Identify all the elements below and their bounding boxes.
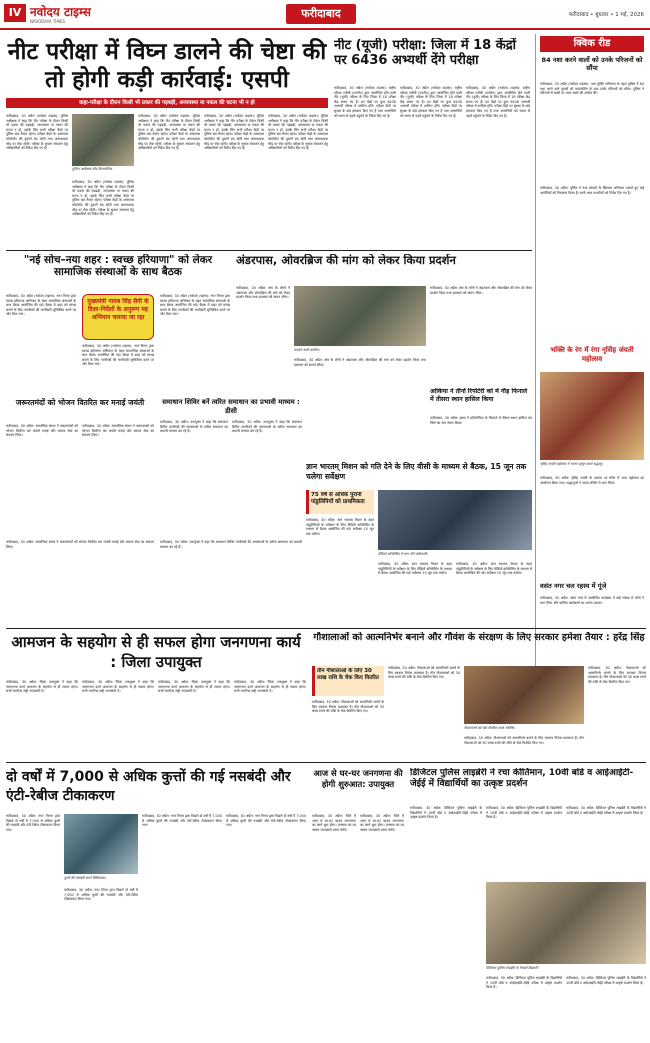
dogs-headline: दो वर्षों में 7,000 से अधिक कुत्तों की गई नसबंदी और एंटी-रेबीज टीकाकरण xyxy=(6,769,291,804)
neet-body-col1: फरीदाबाद, 30 अप्रैल (नवोदय टाइम्स): राष्ट्रीय परीक्षा एजेंसी (एनटीए) द्वारा आयोजित होने वाली नीट (यूजी) परीक्षा के लिए जिला में 18 परीक्षा केंद्र बनाए गए हैं। इन केंद्रों पर कुल 6436 अभ्यर्थी परीक्षा में शामिल होंगे। परीक्षा केंद्रों पर सुरक्षा के कड़े इंतजाम किए गए हैं तथा अभ्यर्थियों को समय से पहले पहुंचने के निर्देश दिए गए हैं। xyxy=(334,86,396,118)
swachh-body-col1: फरीदाबाद, 30 अप्रैल (नवोदय टाइम्स): नगर निगम द्वारा स्वच्छ हरियाणा अभियान के तहत सामाजिक संस्थाओं के साथ बैठक आयोजित की गई। बैठक में शहर को स्वच्छ बनाने के लिए नागरिकों की भागीदारी सुनिश्चित करने पर जोर दिया गया। xyxy=(6,294,76,317)
gyan-photo-caption: वीडियो कॉन्फ्रेंसिंग में भाग लेते अधिकारी। xyxy=(378,552,428,556)
gaushala-highlight-text: तीन गौशालाओं के लिए 30 लाख राशि के चेक किए वितरित xyxy=(317,668,379,681)
divider xyxy=(6,250,532,251)
gyan-body-col2: फरीदाबाद, 30 अप्रैल: ज्ञान भारतम् मिशन के तहत पांडुलिपियों के सर्वेक्षण के लिए वीडियो कॉन्फ्रेंसिंग के माध्यम से बैठक आयोजित की गई। सर्वेक्षण 15 जून तक चलेगा। xyxy=(378,562,452,576)
library-body-col3: फरीदाबाद, 30 अप्रैल: डिजिटल पुलिस लाइब्रेरी के विद्यार्थियों ने 10वीं बोर्ड व आईआईटी-जेईई परीक्षा में उत्कृष्ट प्रदर्शन किया है। xyxy=(566,806,646,815)
library-body-col1: फरीदाबाद, 30 अप्रैल: डिजिटल पुलिस लाइब्रेरी के विद्यार्थियों ने 10वीं बोर्ड व आईआईटी-जेईई परीक्षा में उत्कृष्ट प्रदर्शन किया है। xyxy=(410,806,482,820)
lead-body-col2: फरीदाबाद, 30 अप्रैल (नवोदय टाइम्स): पुलिस अधीक्षक ने कहा कि नीट परीक्षा के दौरान किसी भी प्रकार की गड़बड़ी, अव्यवस्था या नकल की घटना न हो, इसके लिए सभी परीक्षा केंद्रों पर पुलिस बल तैनात रहेगा। परीक्षा केंद्रों के आसपास फोटोस्टेट की दुकानें बंद रहेंगी तथा अनावश्यक भीड़ पर रोक रहेगी। परीक्षा के सुचारु संचालन हेतु अधिकारियों को निर्देश दिए गए हैं। xyxy=(72,180,134,217)
dogs-photo xyxy=(64,814,138,874)
page-number-badge: IV xyxy=(4,4,26,22)
dogs-photo-caption: कुत्तों की नसबंदी करते चिकित्सक। xyxy=(64,876,106,880)
divider xyxy=(6,628,646,629)
dogs-body-col1: फरीदाबाद, 30 अप्रैल: नगर निगम द्वारा पिछले दो वर्षों में 7,000 से अधिक कुत्तों की नसबंदी और एंटी-रेबीज टीकाकरण किया गया। xyxy=(6,814,60,832)
festival-photo-caption: नृसिंह जयंती महोत्सव में भजन प्रस्तुत करते श्रद्धालु। xyxy=(540,462,603,466)
paper-name: नवोदय टाइम्स xyxy=(30,5,92,19)
quick-read-headline-2: भक्ति के रंग में रंगा नृसिंह जंयती महोत्सव xyxy=(550,346,634,363)
quick-read-headline-3: वसंत नगर चल रहस्य में गूंजे xyxy=(540,582,607,590)
library-photo-caption: डिजिटल पुलिस लाइब्रेरी के मेधावी विद्यार्थी। xyxy=(486,966,539,970)
swachh-quote: मुख्यमंत्री नायब सिंह सैनी के दिशा-निर्देशों के अनुरूप यह अभियान चलाया जा रहा xyxy=(87,298,149,321)
gaushala-headline: गौशालाओं को आत्मनिर्भर बनाने और गौवंश के संरक्षण के लिए सरकार हमेशा तैयार : हरेंद्र सिंह xyxy=(313,632,645,643)
gaushala-photo xyxy=(464,666,584,724)
gaushala-body-col3: फरीदाबाद, 30 अप्रैल: गौशालाओं को आत्मनिर्भर बनाने के लिए सरकार निरंतर प्रयासरत है। तीन गौशालाओं को 30 लाख रुपये की राशि के चेक वितरित किए गए। xyxy=(588,666,646,684)
lead-body-col5: फरीदाबाद, 30 अप्रैल (नवोदय टाइम्स): पुलिस अधीक्षक ने कहा कि नीट परीक्षा के दौरान किसी भी प्रकार की गड़बड़ी, अव्यवस्था या नकल की घटना न हो, इसके लिए सभी परीक्षा केंद्रों पर पुलिस बल तैनात रहेगा। परीक्षा केंद्रों के आसपास फोटोस्टेट की दुकानें बंद रहेंगी तथा अनावश्यक भीड़ पर रोक रहेगी। परीक्षा के सुचारु संचालन हेतु अधिकारियों को निर्देश दिए गए हैं। xyxy=(268,114,328,151)
contest-headline: आंकिया ने तीनों रिपोर्टरी को में गौड़ फिनाले में तीसरा स्थान हासिल किया xyxy=(430,388,528,403)
masthead xyxy=(0,0,650,30)
paper-subtitle: NAVODAYA TIMES xyxy=(30,19,66,24)
swachh-body-col2: फरीदाबाद, 30 अप्रैल (नवोदय टाइम्स): नगर निगम द्वारा स्वच्छ हरियाणा अभियान के तहत सामाजिक संस्थाओं के साथ बैठक आयोजित की गई। बैठक में शहर को स्वच्छ बनाने के लिए नागरिकों की भागीदारी सुनिश्चित करने पर जोर दिया गया। xyxy=(82,344,154,367)
underpass-body-col2: फरीदाबाद, 30 अप्रैल: क्षेत्र के लोगों ने अंडरपास और ओवरब्रिज की मांग को लेकर प्रदर्शन किया तथा प्रशासन को ज्ञापन सौंपा। xyxy=(294,358,426,367)
lead-body-col1: फरीदाबाद, 30 अप्रैल (नवोदय टाइम्स): पुलिस अधीक्षक ने कहा कि नीट परीक्षा के दौरान किसी भी प्रकार की गड़बड़ी, अव्यवस्था या नकल की घटना न हो, इसके लिए सभी परीक्षा केंद्रों पर पुलिस बल तैनात रहेगा। परीक्षा केंद्रों के आसपास फोटोस्टेट की दुकानें बंद रहेंगी तथा अनावश्यक भीड़ पर रोक रहेगी। परीक्षा के सुचारु संचालन हेतु अधिकारियों को निर्देश दिए गए हैं। xyxy=(6,114,68,151)
dogs-body-col4: फरीदाबाद, 30 अप्रैल: नगर निगम द्वारा पिछले दो वर्षों में 7,000 से अधिक कुत्तों की नसबंदी और एंटी-रेबीज टीकाकरण किया गया। xyxy=(226,814,306,828)
quick-read-title: क्विक रीड xyxy=(540,36,644,52)
lead-headline: नीट परीक्षा में विघ्न डालने की चेष्टा की तो होगी कड़ी कार्रवाई: एसपी xyxy=(7,39,327,93)
gaushala-photo-caption: गौशालाओं को चेक वितरित करते अतिथि। xyxy=(464,726,515,730)
quick-read-body-2: फरीदाबाद, 30 अप्रैल: पुलिस ने नशा तस्करों के खिलाफ अभियान चलाते हुए कई आरोपियों को गिरफ्तार किया है। सभी थाना प्रभारियों को निर्देश दिए गए हैं। xyxy=(540,186,644,195)
jayanti-body-col2: फरीदाबाद, 30 अप्रैल: सामाजिक संस्था ने जरूरतमंदों को भोजन वितरित कर जयंती मनाई और समाज सेवा का संकल्प लिया। xyxy=(82,424,154,438)
census-start-body-col1: फरीदाबाद, 30 अप्रैल: जिले में आज से घर-घर जाकर जनगणना का कार्य शुरू होगा। प्रगणक घर-घर जाकर जानकारी एकत्र करेंगे। xyxy=(312,814,356,832)
gyan-photo xyxy=(378,490,532,550)
gyan-highlight-text: 75 वर्ष से अधिक पुरानी पांडुलिपियों को प्राथमिकता xyxy=(311,492,365,505)
samadhan-body-col3: फरीदाबाद, 30 अप्रैल: उपायुक्त ने कहा कि समाधान शिविर नागरिकों की समस्याओं के त्वरित समाधान का प्रभावी माध्यम बन रहे हैं। xyxy=(160,540,302,549)
quick-read-sidebar xyxy=(535,34,647,684)
quick-read-body-1: फरीदाबाद, 30 अप्रैल (नवोदय टाइम्स): नशा मुक्ति अभियान के तहत पुलिस ने 84 नशा करने वाले युवकों को काउंसलिंग के बाद उनके परिजनों को सौंपा। पुलिस ने परिजनों से बच्चों पर नजर रखने की अपील की। xyxy=(540,82,644,96)
underpass-body-col1: फरीदाबाद, 30 अप्रैल: क्षेत्र के लोगों ने अंडरपास और ओवरब्रिज की मांग को लेकर प्रदर्शन किया तथा प्रशासन को ज्ञापन सौंपा। xyxy=(236,286,290,300)
dogs-body-col2: फरीदाबाद, 30 अप्रैल: नगर निगम द्वारा पिछले दो वर्षों में 7,000 से अधिक कुत्तों की नसबंदी और एंटी-रेबीज टीकाकरण किया गया। xyxy=(64,888,138,902)
underpass-photo xyxy=(294,286,426,346)
quick-read-headline-1: 84 नशा करने वालों को उनके परिजनों को सौंपा xyxy=(541,56,643,72)
census-body-col4: फरीदाबाद, 30 अप्रैल: जिला उपायुक्त ने कहा कि जनगणना कार्य आमजन के सहयोग से ही सफल होगा। सभी नागरिक सही जानकारी दें। xyxy=(234,680,306,694)
contest-body: फरीदाबाद, 30 अप्रैल: छात्रा ने प्रतियोगिता के फिनाले में तीसरा स्थान हासिल कर जिले का नाम रोशन किया। xyxy=(430,416,532,425)
census-body-col1: फरीदाबाद, 30 अप्रैल: जिला उपायुक्त ने कहा कि जनगणना कार्य आमजन के सहयोग से ही सफल होगा। सभी नागरिक सही जानकारी दें। xyxy=(6,680,78,694)
jayanti-headline: जरूरतमंदों को भोजन वितरित कर मनाई जयंती xyxy=(15,398,145,407)
lead-photo xyxy=(72,114,134,166)
library-body-col4: फरीदाबाद, 30 अप्रैल: डिजिटल पुलिस लाइब्रेरी के विद्यार्थियों ने 10वीं बोर्ड व आईआईटी-जेईई परीक्षा में उत्कृष्ट प्रदर्शन किया है। xyxy=(486,976,562,990)
underpass-headline: अंडरपास, ओवरब्रिज की मांग को लेकर किया प्रदर्शन xyxy=(236,254,456,267)
lead-subhead: कहा-परीक्षा के दौरान किसी भी प्रकार की गड़बड़ी, अव्यवस्था या नकल की घटना भी न हो xyxy=(6,98,328,108)
jayanti-body-col3: फरीदाबाद, 30 अप्रैल: सामाजिक संस्था ने जरूरतमंदों को भोजन वितरित कर जयंती मनाई और समाज सेवा का संकल्प लिया। xyxy=(6,540,154,549)
samadhan-body-col1: फरीदाबाद, 30 अप्रैल: उपायुक्त ने कहा कि समाधान शिविर नागरिकों की समस्याओं के त्वरित समाधान का प्रभावी माध्यम बन रहे हैं। xyxy=(160,420,228,434)
census-headline: आमजन के सहयोग से ही सफल होगा जनगणना कार्य : जिला उपायुक्त xyxy=(11,633,301,671)
library-headline: डिजिटल पुलिस लाइब्रेरी ने रचा कीर्तिमान, 10वीं बोर्ड व आईआईटी-जेईई में विद्यार्थियों का उत्कृष्ट प्रदर्शन xyxy=(410,768,634,789)
gaushala-body-col2: फरीदाबाद, 30 अप्रैल: गौशालाओं को आत्मनिर्भर बनाने के लिए सरकार निरंतर प्रयासरत है। तीन गौशालाओं को 30 लाख रुपये की राशि के चेक वितरित किए गए। xyxy=(388,666,460,680)
library-body-col2: फरीदाबाद, 30 अप्रैल: डिजिटल पुलिस लाइब्रेरी के विद्यार्थियों ने 10वीं बोर्ड व आईआईटी-जेईई परीक्षा में उत्कृष्ट प्रदर्शन किया है। xyxy=(486,806,562,820)
gyan-headline: ज्ञान भारतम् मिशन को गति देने के लिए वीसी के माध्यम से बैठक, 15 जून तक चलेगा सर्वेक्षण xyxy=(306,462,527,481)
census-body-col3: फरीदाबाद, 30 अप्रैल: जिला उपायुक्त ने कहा कि जनगणना कार्य आमजन के सहयोग से ही सफल होगा। सभी नागरिक सही जानकारी दें। xyxy=(158,680,230,694)
census-start-headline: आज से घर-घर जनगणना की होगी शुरुआत: उपायुक्त xyxy=(313,768,403,789)
census-start-body-col2: फरीदाबाद, 30 अप्रैल: जिले में आज से घर-घर जाकर जनगणना का कार्य शुरू होगा। प्रगणक घर-घर जाकर जानकारी एकत्र करेंगे। xyxy=(360,814,404,832)
samadhan-body-col2: फरीदाबाद, 30 अप्रैल: उपायुक्त ने कहा कि समाधान शिविर नागरिकों की समस्याओं के त्वरित समाधान का प्रभावी माध्यम बन रहे हैं। xyxy=(232,420,302,434)
census-body-col2: फरीदाबाद, 30 अप्रैल: जिला उपायुक्त ने कहा कि जनगणना कार्य आमजन के सहयोग से ही सफल होगा। सभी नागरिक सही जानकारी दें। xyxy=(82,680,154,694)
jayanti-body-col1: फरीदाबाद, 30 अप्रैल: सामाजिक संस्था ने जरूरतमंदों को भोजन वितरित कर जयंती मनाई और समाज सेवा का संकल्प लिया। xyxy=(6,424,78,438)
samadhan-headline: समाधान शिविर बनें त्वरित समाधान का प्रभावी माध्यम : डीसी xyxy=(162,398,300,415)
lead-body-col3: फरीदाबाद, 30 अप्रैल (नवोदय टाइम्स): पुलिस अधीक्षक ने कहा कि नीट परीक्षा के दौरान किसी भी प्रकार की गड़बड़ी, अव्यवस्था या नकल की घटना न हो, इसके लिए सभी परीक्षा केंद्रों पर पुलिस बल तैनात रहेगा। परीक्षा केंद्रों के आसपास फोटोस्टेट की दुकानें बंद रहेंगी तथा अनावश्यक भीड़ पर रोक रहेगी। परीक्षा के सुचारु संचालन हेतु अधिकारियों को निर्देश दिए गए हैं। xyxy=(138,114,200,151)
city-label: फरीदाबाद xyxy=(286,4,356,24)
underpass-photo-caption: प्रदर्शन करते ग्रामीण। xyxy=(294,348,320,352)
gaushala-body-col1: फरीदाबाद, 30 अप्रैल: गौशालाओं को आत्मनिर्भर बनाने के लिए सरकार निरंतर प्रयासरत है। तीन गौशालाओं को 30 लाख रुपये की राशि के चेक वितरित किए गए। xyxy=(312,700,384,714)
swachh-body-col3: फरीदाबाद, 30 अप्रैल (नवोदय टाइम्स): नगर निगम द्वारा स्वच्छ हरियाणा अभियान के तहत सामाजिक संस्थाओं के साथ बैठक आयोजित की गई। बैठक में शहर को स्वच्छ बनाने के लिए नागरिकों की भागीदारी सुनिश्चित करने पर जोर दिया गया। xyxy=(160,294,230,317)
neet-headline: नीट (यूजी) परीक्षा: जिला में 18 केंद्रों पर 6436 अभ्यर्थी देंगे परीक्षा xyxy=(334,38,516,68)
library-body-col5: फरीदाबाद, 30 अप्रैल: डिजिटल पुलिस लाइब्रेरी के विद्यार्थियों ने 10वीं बोर्ड व आईआईटी-जेईई परीक्षा में उत्कृष्ट प्रदर्शन किया है। xyxy=(566,976,646,985)
swachh-quote-box xyxy=(82,294,154,340)
issue-date: फरीदाबाद • बुधवार • 1 मई, 2026 xyxy=(568,12,644,18)
lead-body-col4: फरीदाबाद, 30 अप्रैल (नवोदय टाइम्स): पुलिस अधीक्षक ने कहा कि नीट परीक्षा के दौरान किसी भी प्रकार की गड़बड़ी, अव्यवस्था या नकल की घटना न हो, इसके लिए सभी परीक्षा केंद्रों पर पुलिस बल तैनात रहेगा। परीक्षा केंद्रों के आसपास फोटोस्टेट की दुकानें बंद रहेंगी तथा अनावश्यक भीड़ पर रोक रहेगी। परीक्षा के सुचारु संचालन हेतु अधिकारियों को निर्देश दिए गए हैं। xyxy=(204,114,264,151)
festival-photo xyxy=(540,372,644,460)
swachh-headline: "नई सोच–नया शहर : स्वच्छ हरियाणा" को लेकर सामाजिक संस्थाओं के साथ बैठक xyxy=(23,254,213,278)
quick-read-body-4: फरीदाबाद, 30 अप्रैल: वसंत नगर में आयोजित कार्यक्रम में बड़ी संख्या में लोगों ने भाग लिया और धार्मिक कार्यक्रमों का आनंद उठाया। xyxy=(540,596,644,605)
lead-photo-caption: पुलिस अधीक्षक नरेंद्र बिजारणिया xyxy=(72,167,113,171)
neet-body-col3: फरीदाबाद, 30 अप्रैल (नवोदय टाइम्स): राष्ट्रीय परीक्षा एजेंसी (एनटीए) द्वारा आयोजित होने वाली नीट (यूजी) परीक्षा के लिए जिला में 18 परीक्षा केंद्र बनाए गए हैं। इन केंद्रों पर कुल 6436 अभ्यर्थी परीक्षा में शामिल होंगे। परीक्षा केंद्रों पर सुरक्षा के कड़े इंतजाम किए गए हैं तथा अभ्यर्थियों को समय से पहले पहुंचने के निर्देश दिए गए हैं। xyxy=(466,86,530,118)
quick-read-body-3: फरीदाबाद, 30 अप्रैल: नृसिंह जयंती के अवसर पर मंदिर में भव्य महोत्सव का आयोजन किया गया। श्रद्धालुओं ने भजन-कीर्तन में भाग लिया। xyxy=(540,476,644,485)
gaushala-highlight-box xyxy=(312,666,384,696)
library-photo xyxy=(486,882,646,964)
gyan-highlight-box xyxy=(306,490,374,514)
gyan-body-col3: फरीदाबाद, 30 अप्रैल: ज्ञान भारतम् मिशन के तहत पांडुलिपियों के सर्वेक्षण के लिए वीडियो कॉन्फ्रेंसिंग के माध्यम से बैठक आयोजित की गई। सर्वेक्षण 15 जून तक चलेगा। xyxy=(456,562,532,576)
neet-body-col2: फरीदाबाद, 30 अप्रैल (नवोदय टाइम्स): राष्ट्रीय परीक्षा एजेंसी (एनटीए) द्वारा आयोजित होने वाली नीट (यूजी) परीक्षा के लिए जिला में 18 परीक्षा केंद्र बनाए गए हैं। इन केंद्रों पर कुल 6436 अभ्यर्थी परीक्षा में शामिल होंगे। परीक्षा केंद्रों पर सुरक्षा के कड़े इंतजाम किए गए हैं तथा अभ्यर्थियों को समय से पहले पहुंचने के निर्देश दिए गए हैं। xyxy=(400,86,462,118)
divider xyxy=(6,762,646,763)
dogs-body-col3: फरीदाबाद, 30 अप्रैल: नगर निगम द्वारा पिछले दो वर्षों में 7,000 से अधिक कुत्तों की नसबंदी और एंटी-रेबीज टीकाकरण किया गया। xyxy=(142,814,222,828)
gaushala-body-col4: फरीदाबाद, 30 अप्रैल: गौशालाओं को आत्मनिर्भर बनाने के लिए सरकार निरंतर प्रयासरत है। तीन गौशालाओं को 30 लाख रुपये की राशि के चेक वितरित किए गए। xyxy=(464,736,584,745)
underpass-body-col3: फरीदाबाद, 30 अप्रैल: क्षेत्र के लोगों ने अंडरपास और ओवरब्रिज की मांग को लेकर प्रदर्शन किया तथा प्रशासन को ज्ञापन सौंपा। xyxy=(430,286,532,295)
gyan-body-col1: फरीदाबाद, 30 अप्रैल: ज्ञान भारतम् मिशन के तहत पांडुलिपियों के सर्वेक्षण के लिए वीडियो कॉन्फ्रेंसिंग के माध्यम से बैठक आयोजित की गई। सर्वेक्षण 15 जून तक चलेगा। xyxy=(306,518,374,536)
